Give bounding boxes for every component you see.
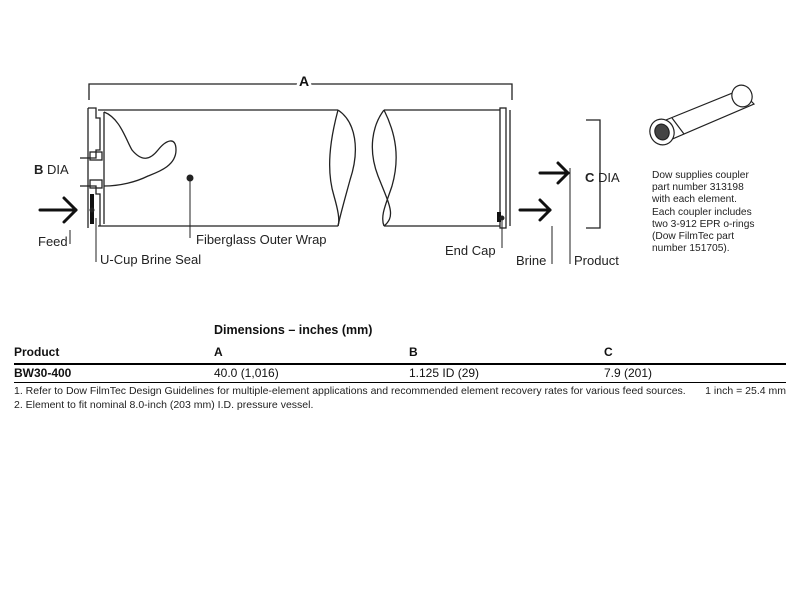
unit-conversion: 1 inch = 25.4 mm (705, 385, 786, 397)
brine-label: Brine (516, 253, 547, 268)
coupler-note-line: with each element. (652, 194, 737, 206)
cell-c: 7.9 (201) (604, 366, 653, 380)
coupler-note (652, 170, 792, 255)
dimension-a-label: A (298, 73, 310, 89)
coupler-note-line: Each coupler includes (652, 206, 752, 218)
table-row (14, 366, 786, 383)
cell-product: BW30-400 (14, 366, 72, 380)
fiberglass-outer-wrap-label: Fiberglass Outer Wrap (196, 232, 327, 247)
cell-b: 1.125 ID (29) (409, 366, 480, 380)
coupler-note-line: (Dow FilmTec part (652, 231, 735, 243)
header-a: A (214, 345, 223, 359)
header-b: B (409, 345, 418, 359)
product-arrow (540, 163, 568, 183)
coupler-note-line: part number 313198 (652, 182, 744, 194)
feed-arrow (40, 198, 76, 222)
element-left-body (80, 108, 355, 228)
footnote-1: 1. Refer to Dow FilmTec Design Guidelines for multiple-element applications and recommended element recovery rates for various feed sources. (14, 385, 686, 397)
header-product: Product (14, 345, 60, 359)
footnote-2: 2. Element to fit nominal 8.0-inch (203 mm) I.D. pressure vessel. (14, 399, 314, 411)
product-label: Product (574, 253, 619, 268)
header-c: C (604, 345, 613, 359)
coupler-note-line: Dow supplies coupler (652, 170, 749, 181)
b-dia-label: B DIA (34, 162, 69, 177)
coupler-note-line: number 151705). (652, 243, 730, 255)
element-right-body (372, 108, 510, 228)
c-dia-label: C DIA (585, 170, 620, 185)
u-cup-brine-seal-label: U-Cup Brine Seal (100, 252, 202, 267)
brine-arrow (520, 200, 550, 220)
coupler-note-line: two 3-912 EPR o-rings (652, 218, 755, 230)
table-header-row (14, 345, 786, 365)
end-cap-label: End Cap (445, 243, 496, 258)
feed-label: Feed (38, 234, 68, 249)
cell-a: 40.0 (1,016) (214, 366, 279, 380)
coupler-illustration (646, 82, 755, 148)
dimensions-title: Dimensions – inches (mm) (214, 323, 373, 337)
